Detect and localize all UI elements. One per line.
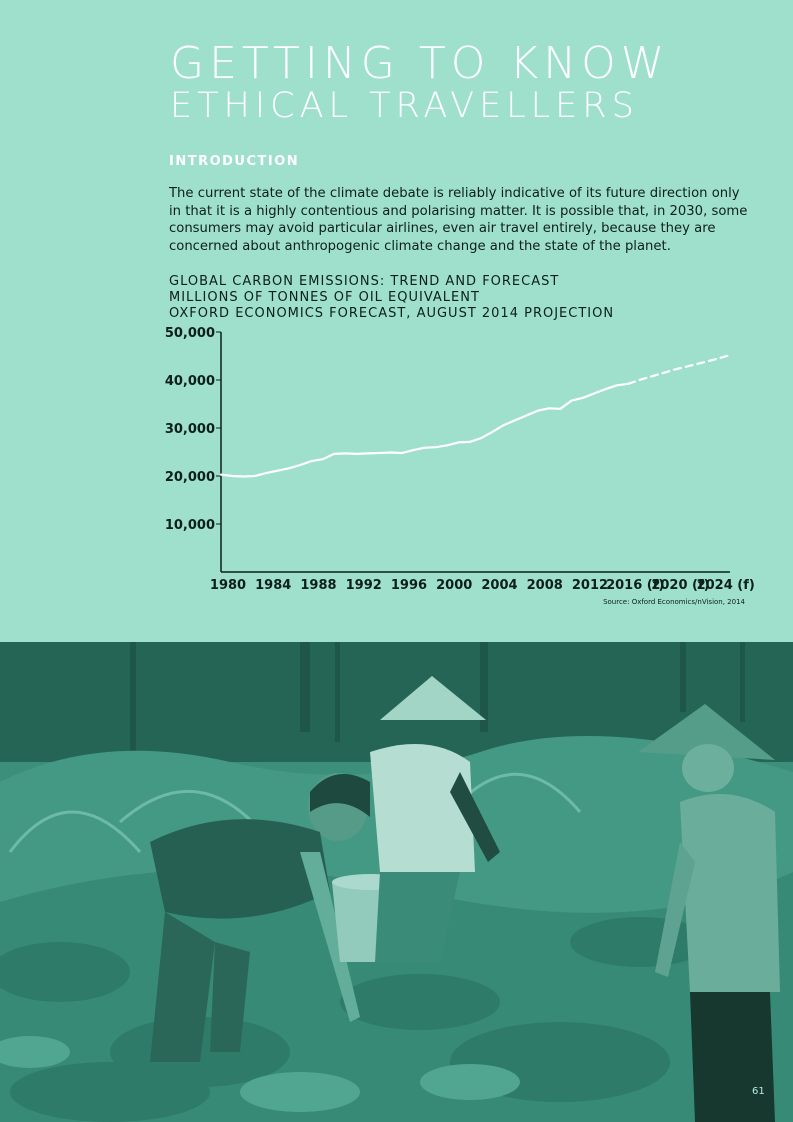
chart-title-line: GLOBAL CARBON EMISSIONS: TREND AND FORECAST [169,274,560,289]
x-tick-label: 1992 [345,578,382,593]
x-tick-label: 1996 [390,578,428,593]
x-tick-label: 2012 [571,578,609,593]
source-note: Source: Oxford Economics/nVision, 2014 [603,598,745,606]
photo-farmers-field [0,642,793,1122]
chart-title [169,274,614,322]
emissions-line-chart [150,320,760,595]
x-tick-label: 2020 (f) [651,578,710,593]
chart-title-line: MILLIONS OF TONNES OF OIL EQUIVALENT [169,290,480,305]
intro-heading: INTRODUCTION [169,154,300,169]
x-tick-label: 2008 [526,578,563,593]
y-tick-label: 40,000 [164,374,215,389]
x-tick-label: 2016 (f) [606,578,665,593]
x-tick-label: 2024 (f) [696,578,755,593]
forecast-line [628,355,730,384]
page-title-line2: ETHICAL TRAVELLERS [170,86,639,126]
x-tick-label: 2004 [481,578,518,593]
x-tick-label: 1984 [255,578,292,593]
y-tick-label: 30,000 [164,422,215,437]
y-tick-label: 50,000 [164,326,215,341]
x-tick-label: 1980 [209,578,247,593]
x-tick-label: 2000 [436,578,473,593]
intro-paragraph: The current state of the climate debate is reliably indicative of its future direction only in that it is a highly contentious and polarising matter. It is possible that, in 2030, some consumers may avoid particular airlines, even air travel entirely, because they are concerned about anthropogenic climate change and the state of the planet. [169,186,748,254]
x-tick-label: 1988 [300,578,337,593]
page-title-line1: GETTING TO KNOW [170,38,670,89]
page-number: 61 [752,1086,765,1097]
y-tick-label: 20,000 [164,470,215,485]
chart-title-line: OXFORD ECONOMICS FORECAST, AUGUST 2014 PROJECTION [169,306,615,321]
trend-line [221,384,628,477]
y-tick-label: 10,000 [164,518,215,533]
